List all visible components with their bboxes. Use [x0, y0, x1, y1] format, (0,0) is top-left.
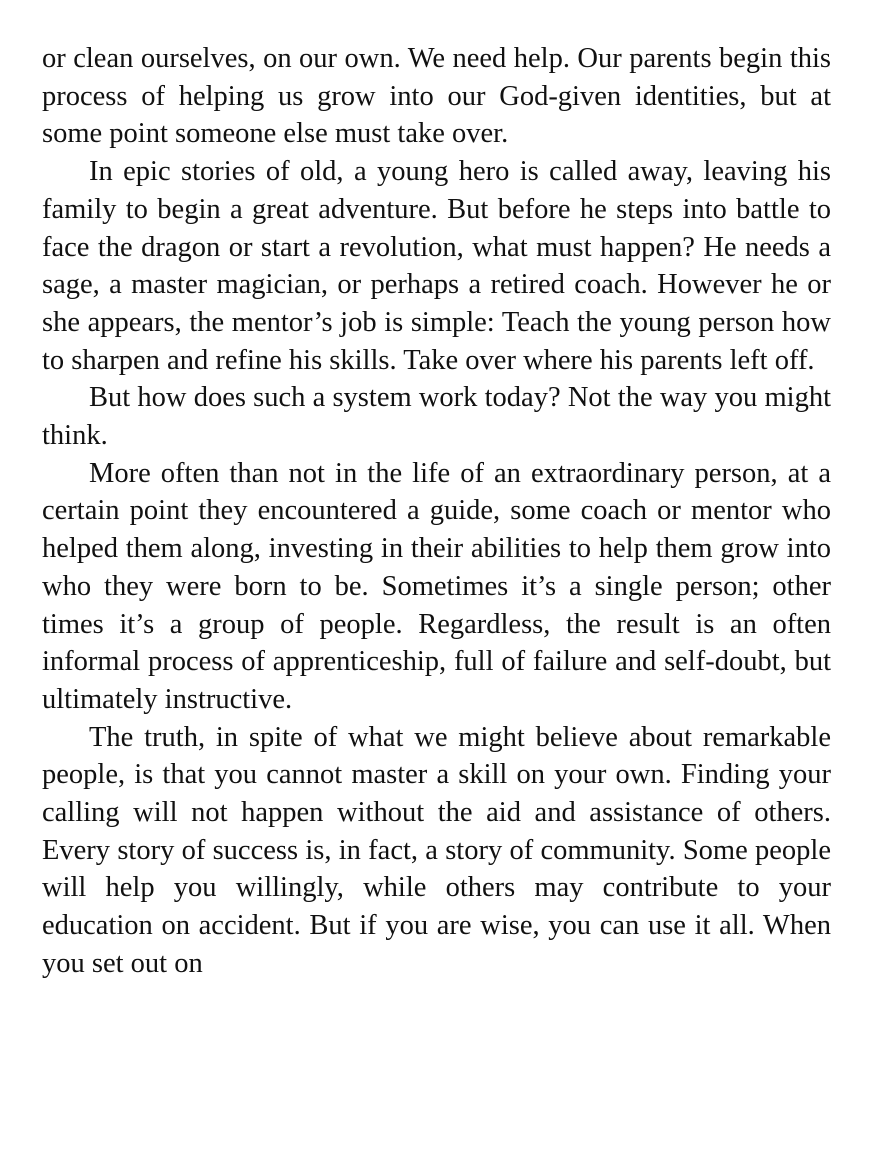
paragraph-1: or clean ourselves, on our own. We need help. Our parents begin this process of helping us grow into our God-given identities, but at some point someone else must take over. [42, 43, 831, 150]
page-body [42, 40, 831, 983]
paragraph-3: But how does such a system work today? Not the way you might think. [42, 382, 831, 452]
paragraph-2: In epic stories of old, a young hero is called away, leaving his family to begin a great adventure. But before he steps into battle to face the dragon or start a revolution, what must happen? He needs a sage, a master magician, or perhaps a retired coach. However he or she appears, the mentor’s job is simple: Teach the young person how to sharpen and refine his skills. Take over where his parents left off. [42, 156, 831, 376]
paragraph-4: More often than not in the life of an extraordinary person, at a certain point they encountered a guide, some coach or mentor who helped them along, investing in their abilities to help them grow into who they were born to be. Sometimes it’s a single person; other times it’s a group of people. Regardless, the result is an often informal process of apprenticeship, full of failure and self-doubt, but ultimately instructive. [42, 457, 831, 715]
paragraph-5: The truth, in spite of what we might believe about remarkable people, is that you cannot master a skill on your own. Finding your calling will not happen without the aid and assistance of others. Every story of success is, in fact, a story of community. Some people will help you willingly, while others may contribute to your education on accident. But if you are wise, you can use it all. When you set out on [42, 721, 831, 979]
